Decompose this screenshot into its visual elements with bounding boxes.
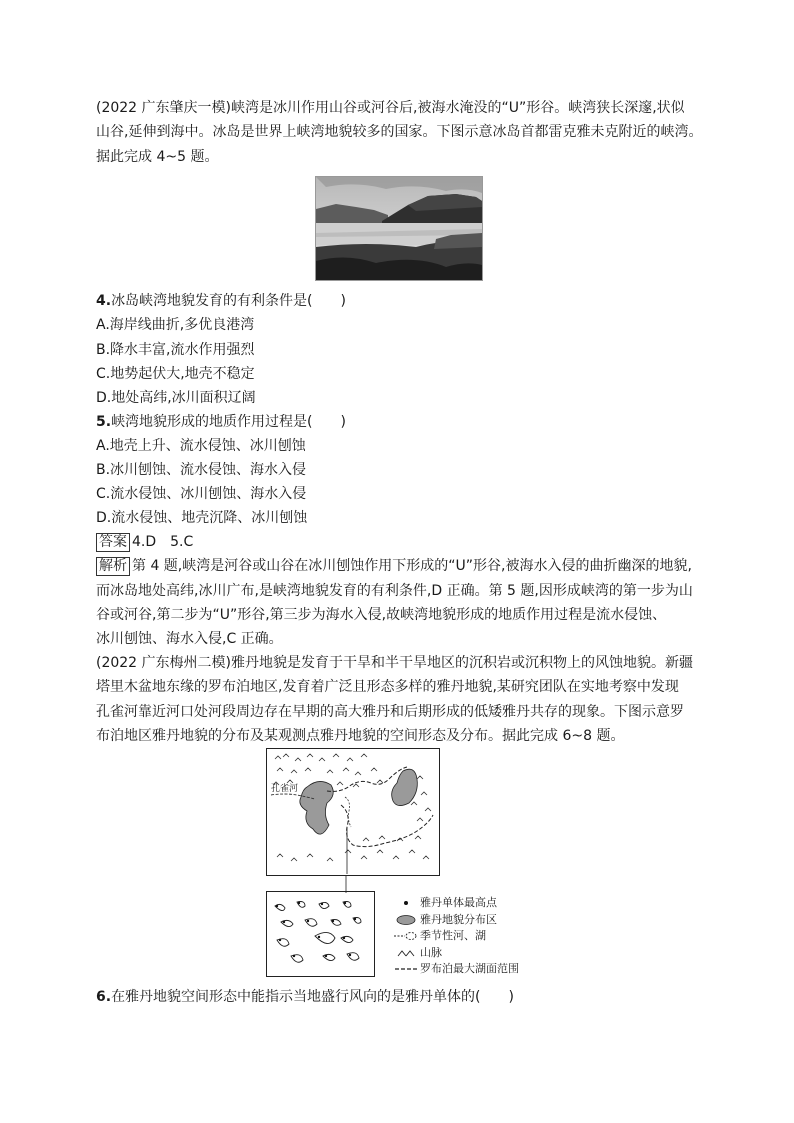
q4-option-a: A.海岸线曲折,多优良港湾 (96, 317, 255, 333)
q4-option-d: D.地处高纬,冰川面积辽阔 (96, 390, 256, 406)
intro1-line3: 据此完成 4~5 题。 (96, 149, 219, 165)
dashed-line-icon (392, 963, 420, 975)
intro2-line1: (2022 广东梅州二模)雅丹地貌是发育于干旱和半干旱地区的沉积岩或沉积物上的风蚀地貌。新疆 (96, 655, 694, 671)
q5-option-c: C.流水侵蚀、冰川刨蚀、海水入侵 (96, 486, 307, 502)
yardang-area-west (300, 781, 333, 834)
analysis-text-1: 第 4 题,峡湾是河谷或山谷在冰川刨蚀作用下形成的“U”形谷,被海水入侵的曲折幽深的地貌, (132, 558, 692, 574)
legend-label: 季节性河、湖 (420, 929, 486, 942)
question-5-number: 5. (96, 414, 112, 430)
intro2-line3: 孔雀河靠近河口处河段周边存在早期的高大雅丹和后期形成的低矮雅丹共存的现象。下图示意罗 (96, 704, 684, 720)
legend-label: 雅丹单体最高点 (420, 896, 497, 909)
legend-label: 山脉 (420, 945, 442, 959)
legend-item (392, 945, 519, 962)
seasonal-river-icon (392, 930, 420, 942)
intro2-line4: 布泊地区雅丹地貌的分布及某观测点雅丹地貌的空间形态及分布。据此完成 6~8 题。 (96, 728, 625, 744)
legend-item (392, 912, 519, 929)
intro1-line1: (2022 广东肇庆一模)峡湾是冰川作用山谷或河谷后,被海水淹没的“U”形谷。峡湾狭长深邃,状似 (96, 100, 685, 116)
intro2-line2: 塔里木盆地东缘的罗布泊地区,发育着广泛且形态多样的雅丹地貌,某研究团队在实地考察中发现 (96, 679, 679, 695)
gray-blob-icon (392, 914, 420, 926)
question-6-stem: 在雅丹地貌空间形态中能指示当地盛行风向的是雅丹单体的( ) (111, 989, 514, 1005)
analysis-tag: 解析 (96, 557, 130, 576)
answer-text: 4.D 5.C (132, 534, 194, 550)
mountain-icon (392, 947, 420, 959)
question-6-number: 6. (96, 989, 112, 1005)
river-label: 孔雀河 (271, 784, 299, 794)
max-lake-boundary-south (341, 805, 433, 847)
fjord-photo (315, 176, 483, 281)
dot-icon (392, 898, 420, 908)
legend-label: 雅丹地貌分布区 (420, 912, 497, 926)
q4-option-b: B.降水丰富,流水作用强烈 (96, 342, 255, 358)
question-4-stem: 冰岛峡湾地貌发育的有利条件是( ) (111, 293, 346, 309)
question-4-number: 4. (96, 293, 112, 309)
question-5 (96, 411, 346, 433)
legend-item (392, 961, 519, 978)
q5-option-a: A.地壳上升、流水侵蚀、冰川刨蚀 (96, 438, 306, 454)
q4-option-c: C.地势起伏大,地壳不稳定 (96, 366, 255, 382)
analysis-line2: 而冰岛地处高纬,冰川广布,是峡湾地貌发育的有利条件,D 正确。第 5 题,因形成峡湾的第一步为山 (96, 583, 693, 599)
legend-item (392, 928, 519, 945)
intro1-line2: 山谷,延伸到海中。冰岛是世界上峡湾地貌较多的国家。下图示意冰岛首都雷克雅未克附近的峡湾。 (96, 124, 703, 140)
yardang-area-east (392, 769, 418, 805)
map-legend (392, 895, 519, 978)
legend-label: 罗布泊最大湖面范围 (420, 962, 519, 975)
q5-option-d: D.流水侵蚀、地壳沉降、冰川刨蚀 (96, 510, 308, 526)
question-6 (96, 986, 514, 1008)
analysis-line3: 谷或河谷,第二步为“U”形谷,第三步为海水入侵,故峡湾地貌形成的地质作用过程是流水侵蚀、 (96, 607, 667, 623)
yardang-detail-map (266, 891, 375, 977)
question-5-stem: 峡湾地貌形成的地质作用过程是( ) (111, 414, 346, 430)
q5-option-b: B.冰川刨蚀、流水侵蚀、海水入侵 (96, 462, 307, 478)
answer-line (96, 531, 193, 553)
question-4 (96, 290, 346, 312)
answer-tag: 答案 (96, 533, 130, 552)
lop-nur-map (266, 748, 440, 876)
legend-item (392, 895, 519, 912)
analysis-line4: 冰川刨蚀、海水入侵,C 正确。 (96, 631, 283, 647)
analysis-line1 (96, 555, 692, 577)
